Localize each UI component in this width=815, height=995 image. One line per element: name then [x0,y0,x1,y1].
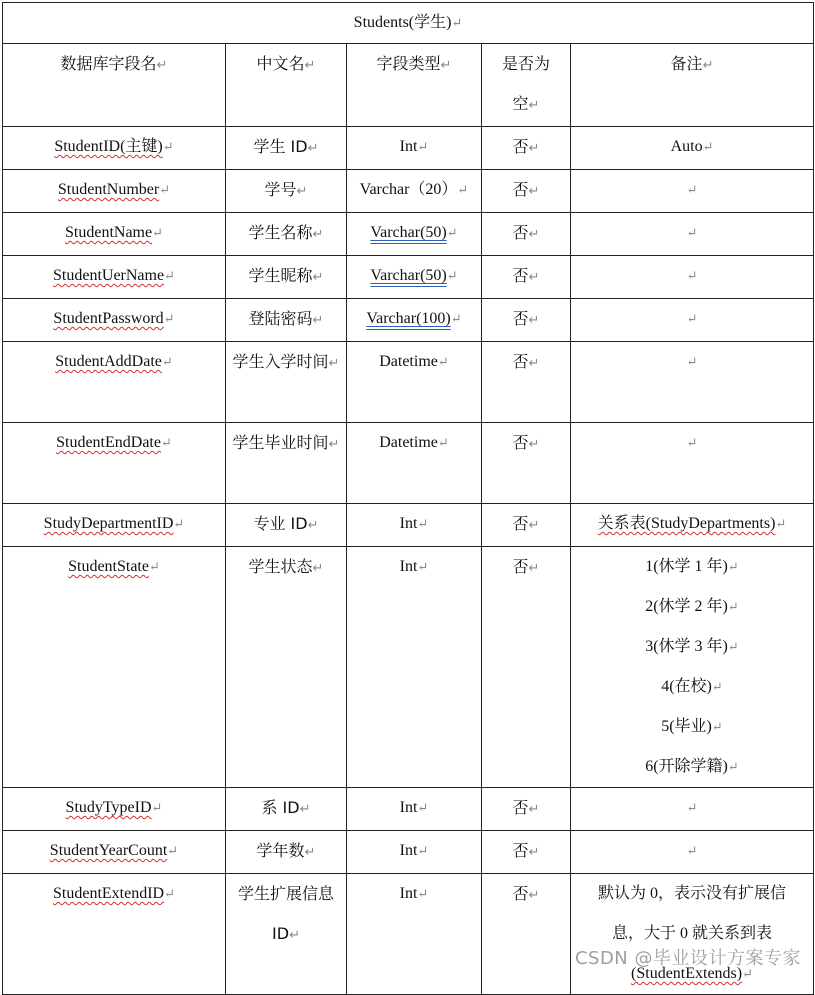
table-title-text: Students(学生) [353,14,452,31]
remark-line: 默认为 0，表示没有扩展信 [598,885,787,902]
remark-line: 关系表(StudyDepartments)↵ [597,515,787,532]
watermark: CSDN @毕业设计方案专家 [574,948,801,969]
nullable-cell: 否↵ [482,874,571,995]
table-row [3,547,814,788]
remarks-cell: ↵ [571,342,814,423]
chinese-name-cell: 学号↵ [226,170,347,213]
field-name-cell: StudentExtendID↵ [3,874,226,995]
header-row [3,44,814,127]
header-cell: 数据库字段名↵ [3,44,226,127]
table-row [3,213,814,256]
chinese-name-cell: 专业 ID↵ [226,504,347,547]
remark-line: 2(休学 2 年)↵ [645,598,739,615]
field-name-cell: StudentAddDate↵ [3,342,226,423]
field-name-cell: StudyDepartmentID↵ [3,504,226,547]
nullable-cell: 否↵ [482,170,571,213]
remark-line: 5(毕业)↵ [661,718,723,735]
remark-line: Auto↵ [670,138,714,155]
table-row [3,423,814,504]
remarks-cell [571,127,814,170]
field-name-cell: StudentNumber↵ [3,170,226,213]
remarks-cell: ↵ [571,788,814,831]
remarks-cell [571,504,814,547]
nullable-cell: 否↵ [482,504,571,547]
remarks-cell: ↵ [571,831,814,874]
nullable-cell: 否↵ [482,213,571,256]
field-type-cell: Varchar(50)↵ [347,213,482,256]
table-row [3,831,814,874]
table-row [3,170,814,213]
chinese-name-cell: 学年数↵ [226,831,347,874]
table-row [3,504,814,547]
table-row [3,788,814,831]
nullable-cell: 否↵ [482,831,571,874]
table-row [3,342,814,423]
remarks-cell: ↵ [571,170,814,213]
table-row [3,256,814,299]
field-type-cell: Int↵ [347,547,482,788]
field-type-cell: Datetime↵ [347,423,482,504]
field-type-cell: Int↵ [347,504,482,547]
remarks-cell: ↵ [571,256,814,299]
title-row [3,3,814,44]
chinese-name-cell: 系 ID↵ [226,788,347,831]
remarks-cell [571,874,814,995]
field-name-cell: StudentEndDate↵ [3,423,226,504]
table-row [3,874,814,995]
field-name-cell: StudentYearCount↵ [3,831,226,874]
students-table [2,2,814,995]
nullable-cell: 否↵ [482,256,571,299]
remarks-cell: ↵ [571,299,814,342]
field-name-cell: StudentID(主键)↵ [3,127,226,170]
nullable-cell: 否↵ [482,127,571,170]
remark-line: 6(开除学籍)↵ [645,758,739,775]
field-name-cell: StudentUerName↵ [3,256,226,299]
field-type-cell: Varchar（20）↵ [347,170,482,213]
chinese-name-cell: 学生扩展信息 ID↵ [226,874,347,995]
chinese-name-cell: 学生 ID↵ [226,127,347,170]
field-type-cell: Int↵ [347,831,482,874]
field-type-cell: Int↵ [347,127,482,170]
table-row [3,299,814,342]
chinese-name-cell: 登陆密码↵ [226,299,347,342]
chinese-name-cell: 学生状态↵ [226,547,347,788]
nullable-cell: 否↵ [482,423,571,504]
table-row [3,127,814,170]
chinese-name-cell: 学生入学时间↵ [226,342,347,423]
field-type-cell: Int↵ [347,874,482,995]
field-type-cell: Varchar(50)↵ [347,256,482,299]
paragraph-mark: ↵ [451,15,463,30]
nullable-cell: 否↵ [482,788,571,831]
remarks-cell: ↵ [571,213,814,256]
header-cell: 字段类型↵ [347,44,482,127]
remark-line: 4(在校)↵ [661,678,723,695]
chinese-name-cell: 学生昵称↵ [226,256,347,299]
field-type-cell: Varchar(100)↵ [347,299,482,342]
remark-line: (StudentExtends)↵ [631,965,754,982]
field-name-cell: StudyTypeID↵ [3,788,226,831]
nullable-cell: 否↵ [482,299,571,342]
remark-line: 息，大于 0 就关系到表 [612,925,773,942]
nullable-cell: 否↵ [482,342,571,423]
remarks-cell: ↵ [571,423,814,504]
remarks-cell [571,547,814,788]
field-type-cell: Int↵ [347,788,482,831]
table-title [3,3,814,44]
nullable-cell: 否↵ [482,547,571,788]
field-name-cell: StudentName↵ [3,213,226,256]
chinese-name-cell: 学生名称↵ [226,213,347,256]
remark-line: 3(休学 3 年)↵ [645,638,739,655]
field-type-cell: Datetime↵ [347,342,482,423]
field-name-cell: StudentState↵ [3,547,226,788]
header-cell: 备注↵ [571,44,814,127]
remark-line: 1(休学 1 年)↵ [645,558,739,575]
field-name-cell: StudentPassword↵ [3,299,226,342]
header-cell: 是否为空↵ [482,44,571,127]
chinese-name-cell: 学生毕业时间↵ [226,423,347,504]
header-cell: 中文名↵ [226,44,347,127]
